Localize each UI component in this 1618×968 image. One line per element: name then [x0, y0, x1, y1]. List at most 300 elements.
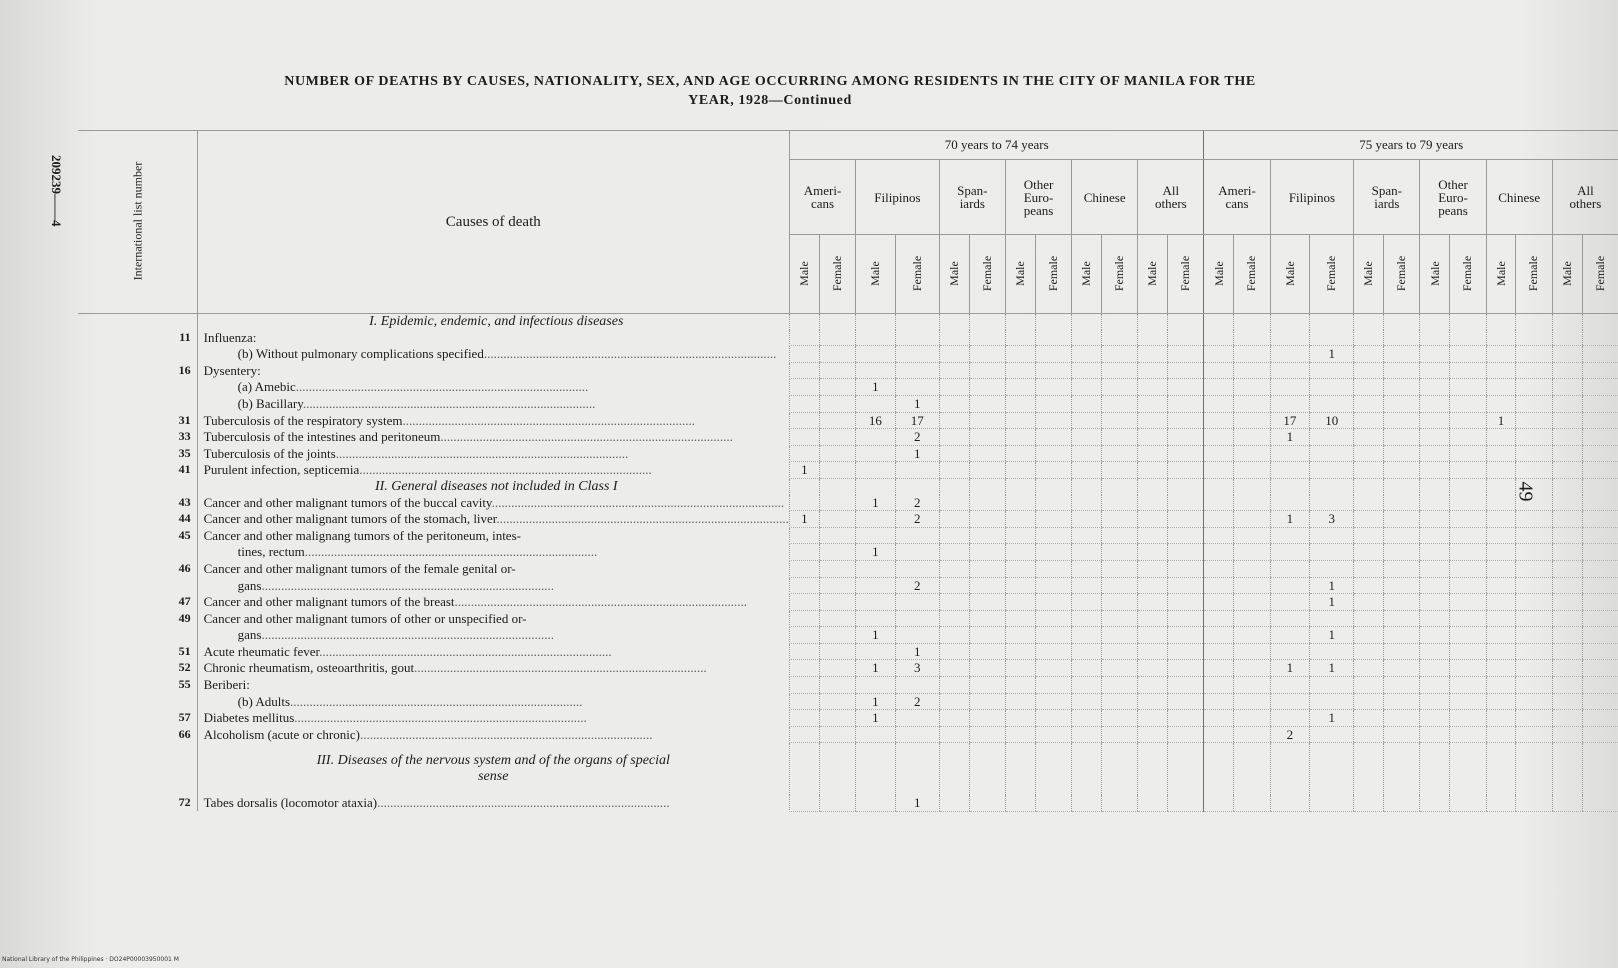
- data-cell: [1204, 544, 1234, 561]
- data-cell: [1384, 795, 1420, 811]
- data-cell: 2: [1270, 726, 1310, 743]
- data-cell: [1420, 560, 1450, 577]
- data-cell: [1582, 660, 1618, 677]
- data-cell: [1450, 346, 1486, 363]
- data-cell: [939, 362, 969, 379]
- table-row: [78, 660, 1618, 677]
- data-cell: [819, 627, 855, 644]
- data-cell: [1486, 495, 1516, 511]
- data-cell: [1420, 795, 1450, 811]
- data-cell: [1582, 395, 1618, 412]
- data-cell: [1072, 544, 1102, 561]
- intl-list-number: [78, 346, 197, 363]
- title-line-2: YEAR, 1928—Continued: [688, 93, 852, 108]
- data-cell: [1101, 511, 1137, 528]
- data-cell: 1: [856, 693, 896, 710]
- sex-header: [1420, 235, 1450, 314]
- data-cell: [1420, 511, 1450, 528]
- data-cell: [1234, 577, 1270, 594]
- data-cell: [1486, 527, 1516, 544]
- data-cell: [1516, 445, 1552, 462]
- data-cell: [1005, 495, 1035, 511]
- data-cell: [1384, 726, 1420, 743]
- data-cell: 1: [1310, 660, 1354, 677]
- data-cell: [1310, 429, 1354, 446]
- data-cell: 1: [1310, 710, 1354, 727]
- data-cell: [939, 511, 969, 528]
- data-cell: [1420, 462, 1450, 479]
- data-cell: [1035, 527, 1071, 544]
- data-cell: [856, 462, 896, 479]
- intl-list-number: 46: [178, 560, 191, 575]
- intl-list-number: 33: [178, 429, 191, 444]
- data-cell: [1270, 527, 1310, 544]
- data-cell: [856, 594, 896, 611]
- sex-label: Female: [979, 255, 994, 292]
- intl-list-number: 45: [178, 527, 191, 542]
- data-cell: [969, 660, 1005, 677]
- data-cell: [856, 395, 896, 412]
- data-cell: [1168, 677, 1204, 694]
- data-cell: [1384, 710, 1420, 727]
- data-cell: [1101, 379, 1137, 396]
- data-cell: [1552, 677, 1582, 694]
- cause-label: [197, 412, 789, 429]
- data-cell: [1138, 560, 1168, 577]
- data-cell: [1354, 429, 1384, 446]
- cause-text: Diabetes mellitus: [203, 710, 295, 726]
- intl-list-number: 57: [178, 710, 191, 725]
- data-cell: [1072, 726, 1102, 743]
- data-cell: [856, 527, 896, 544]
- table-row: [78, 610, 1618, 627]
- table-row: [78, 346, 1618, 363]
- data-cell: [1234, 362, 1270, 379]
- sex-label: Female: [1244, 255, 1259, 292]
- leader-dots: ..........................................................................................: [496, 511, 789, 527]
- data-cell: [856, 511, 896, 528]
- sex-label: Female: [1045, 255, 1060, 292]
- data-cell: [1234, 643, 1270, 660]
- data-cell: [1035, 445, 1071, 462]
- data-cell: [1204, 693, 1234, 710]
- data-cell: [969, 710, 1005, 727]
- data-cell: [1450, 795, 1486, 811]
- data-cell: [1234, 726, 1270, 743]
- data-cell: [1168, 726, 1204, 743]
- data-cell: [1072, 330, 1102, 346]
- sex-header: [1138, 235, 1168, 314]
- section-heading-row: [78, 743, 1618, 795]
- data-cell: [1310, 395, 1354, 412]
- data-cell: [1420, 660, 1450, 677]
- data-cell: [1138, 795, 1168, 811]
- data-cell: [1354, 610, 1384, 627]
- data-cell: [1310, 330, 1354, 346]
- data-cell: [1516, 511, 1552, 528]
- data-cell: [1035, 577, 1071, 594]
- data-cell: [1101, 527, 1137, 544]
- data-cell: [1035, 677, 1071, 694]
- data-cell: [1384, 627, 1420, 644]
- data-cell: [1486, 511, 1516, 528]
- sex-label: Male: [1012, 261, 1027, 286]
- data-cell: [1101, 660, 1137, 677]
- data-cell: [1234, 710, 1270, 727]
- data-cell: [1354, 643, 1384, 660]
- sex-label: Male: [946, 261, 961, 286]
- intl-list-number: 47: [178, 594, 191, 609]
- data-cell: [969, 643, 1005, 660]
- data-cell: [819, 527, 855, 544]
- data-cell: [1384, 527, 1420, 544]
- data-cell: [1005, 693, 1035, 710]
- intl-list-number: 51: [178, 643, 191, 658]
- cause-label: [197, 527, 789, 544]
- data-cell: [789, 660, 819, 677]
- data-cell: [789, 693, 819, 710]
- data-cell: [1450, 495, 1486, 511]
- table-row: [78, 560, 1618, 577]
- data-cell: [789, 560, 819, 577]
- data-cell: [1516, 395, 1552, 412]
- data-cell: 1: [895, 643, 939, 660]
- data-cell: [1552, 330, 1582, 346]
- intl-list-number: [78, 544, 197, 561]
- data-cell: [1270, 594, 1310, 611]
- data-cell: [789, 527, 819, 544]
- data-cell: [1450, 660, 1486, 677]
- data-cell: [1138, 577, 1168, 594]
- cause-text: (b) Without pulmonary complications specified: [237, 346, 484, 362]
- data-cell: [819, 610, 855, 627]
- data-cell: [939, 544, 969, 561]
- data-cell: [1450, 643, 1486, 660]
- data-cell: [1138, 362, 1168, 379]
- data-cell: [1420, 577, 1450, 594]
- leader-dots: ..........................................................................................: [261, 627, 554, 643]
- data-cell: [1005, 577, 1035, 594]
- data-cell: [789, 544, 819, 561]
- cause-label: [197, 726, 789, 743]
- data-cell: [1516, 462, 1552, 479]
- cause-text: Cancer and other malignang tumors of the peritoneum, intes-: [203, 527, 521, 543]
- table-row: [78, 627, 1618, 644]
- data-cell: [895, 362, 939, 379]
- data-cell: [1101, 693, 1137, 710]
- data-cell: [1384, 544, 1420, 561]
- data-cell: [1035, 429, 1071, 446]
- cause-label: [197, 462, 789, 479]
- data-cell: [969, 511, 1005, 528]
- data-cell: [819, 395, 855, 412]
- data-cell: [939, 693, 969, 710]
- data-cell: [1384, 429, 1420, 446]
- nationality-header: Ameri- cans: [1204, 160, 1270, 235]
- data-cell: [1168, 330, 1204, 346]
- data-cell: [1486, 726, 1516, 743]
- data-cell: [1420, 610, 1450, 627]
- sex-header: [1486, 235, 1516, 314]
- data-cell: [1354, 346, 1384, 363]
- data-cell: [1072, 511, 1102, 528]
- nationality-header: Chinese: [1072, 160, 1138, 235]
- data-cell: [856, 362, 896, 379]
- data-cell: [1516, 577, 1552, 594]
- data-cell: [895, 330, 939, 346]
- table-row: [78, 379, 1618, 396]
- data-cell: [1552, 795, 1582, 811]
- data-cell: [1450, 395, 1486, 412]
- intl-list-number: 55: [178, 677, 191, 692]
- data-cell: [1072, 346, 1102, 363]
- data-cell: [1138, 693, 1168, 710]
- table-row: [78, 726, 1618, 743]
- data-cell: 1: [856, 710, 896, 727]
- cause-text: Cancer and other malignant tumors of the buccal cavity: [203, 494, 492, 510]
- data-cell: [969, 560, 1005, 577]
- data-cell: [856, 726, 896, 743]
- data-cell: [1204, 726, 1234, 743]
- data-cell: [1384, 610, 1420, 627]
- data-cell: [895, 726, 939, 743]
- data-cell: [1354, 726, 1384, 743]
- data-cell: [1072, 795, 1102, 811]
- cause-text: Chronic rheumatism, osteoarthritis, gout: [203, 660, 415, 676]
- data-cell: [1168, 395, 1204, 412]
- data-cell: [1516, 379, 1552, 396]
- data-cell: [1310, 693, 1354, 710]
- data-cell: [1005, 462, 1035, 479]
- data-cell: [1420, 445, 1450, 462]
- data-cell: [1005, 643, 1035, 660]
- data-cell: [1310, 379, 1354, 396]
- data-cell: 10: [1310, 412, 1354, 429]
- data-cell: [939, 627, 969, 644]
- data-cell: [1486, 346, 1516, 363]
- data-cell: [1204, 560, 1234, 577]
- section-heading: III. Diseases of the nervous system and of the organs of special sense: [197, 743, 789, 795]
- table-row: [78, 495, 1618, 511]
- leader-dots: ..........................................................................................: [335, 445, 629, 461]
- data-cell: [1450, 527, 1486, 544]
- cause-label: [197, 610, 789, 627]
- data-cell: [969, 795, 1005, 811]
- cause-text: Purulent infection, septicemia: [203, 462, 360, 478]
- data-cell: [1035, 412, 1071, 429]
- cause-text: Cancer and other malignant tumors of the female genital or-: [203, 560, 516, 576]
- sex-label: Female: [1394, 255, 1409, 292]
- data-cell: [1035, 710, 1071, 727]
- sex-header: [895, 235, 939, 314]
- data-cell: [1005, 710, 1035, 727]
- data-cell: [1168, 577, 1204, 594]
- intl-list-number: 49: [178, 610, 191, 625]
- intl-list-number: 41: [178, 462, 191, 477]
- data-cell: [1234, 627, 1270, 644]
- data-cell: [1552, 511, 1582, 528]
- data-cell: 1: [856, 660, 896, 677]
- data-cell: [939, 594, 969, 611]
- leader-dots: ..........................................................................................: [290, 693, 583, 709]
- sex-label: Male: [1211, 261, 1226, 286]
- cause-text: gans: [237, 627, 262, 643]
- data-cell: [1138, 660, 1168, 677]
- data-cell: [1420, 395, 1450, 412]
- data-cell: [789, 643, 819, 660]
- cause-text: Beriberi:: [203, 677, 250, 693]
- sex-label: Female: [1592, 255, 1607, 292]
- data-cell: [1101, 610, 1137, 627]
- leader-dots: ..........................................................................................: [359, 462, 652, 478]
- data-cell: [789, 627, 819, 644]
- data-cell: [1204, 577, 1234, 594]
- data-cell: [1168, 362, 1204, 379]
- side-code: 209239——4: [49, 155, 64, 227]
- data-cell: [1552, 346, 1582, 363]
- table-row: [78, 677, 1618, 694]
- data-cell: [1204, 511, 1234, 528]
- title-line-1: NUMBER OF DEATHS BY CAUSES, NATIONALITY, SEX, AND AGE OCCURRING AMONG RESIDENTS IN THE CITY OF MANILA FOR THE: [284, 74, 1256, 89]
- data-cell: [895, 527, 939, 544]
- data-cell: [1005, 445, 1035, 462]
- data-cell: [1486, 610, 1516, 627]
- data-cell: [1552, 693, 1582, 710]
- data-cell: [789, 710, 819, 727]
- data-cell: [1582, 594, 1618, 611]
- data-cell: [939, 379, 969, 396]
- data-cell: [1486, 429, 1516, 446]
- data-cell: [1516, 660, 1552, 677]
- data-cell: [1450, 677, 1486, 694]
- data-cell: [856, 330, 896, 346]
- data-cell: [1516, 527, 1552, 544]
- data-cell: [1072, 627, 1102, 644]
- nationality-header: Span- iards: [939, 160, 1005, 235]
- sex-header: [819, 235, 855, 314]
- data-cell: 1: [1270, 511, 1310, 528]
- intl-list-number: 43: [178, 494, 191, 509]
- data-cell: [1168, 495, 1204, 511]
- data-cell: [1101, 412, 1137, 429]
- data-cell: [1354, 330, 1384, 346]
- data-cell: [1516, 346, 1552, 363]
- data-cell: [1582, 643, 1618, 660]
- data-cell: [895, 677, 939, 694]
- data-cell: [1582, 610, 1618, 627]
- data-cell: 1: [1310, 594, 1354, 611]
- data-cell: [1450, 610, 1486, 627]
- data-cell: [1204, 429, 1234, 446]
- data-cell: [1486, 627, 1516, 644]
- data-cell: [1005, 610, 1035, 627]
- data-cell: [819, 429, 855, 446]
- data-cell: [1234, 660, 1270, 677]
- data-cell: [1582, 527, 1618, 544]
- data-cell: [1101, 677, 1137, 694]
- data-cell: [1234, 462, 1270, 479]
- page-number: 49: [1514, 481, 1537, 502]
- intl-list-number: [78, 577, 197, 594]
- data-cell: [789, 429, 819, 446]
- sex-label: Female: [1324, 255, 1339, 292]
- data-cell: [1168, 445, 1204, 462]
- data-cell: [1138, 594, 1168, 611]
- data-cell: 1: [895, 795, 939, 811]
- data-cell: [1101, 362, 1137, 379]
- data-cell: [1486, 462, 1516, 479]
- data-cell: [1384, 330, 1420, 346]
- data-cell: [1310, 795, 1354, 811]
- data-cell: [895, 379, 939, 396]
- data-cell: [1552, 660, 1582, 677]
- data-cell: [1384, 693, 1420, 710]
- data-cell: [969, 544, 1005, 561]
- data-cell: [1310, 495, 1354, 511]
- data-cell: [1005, 429, 1035, 446]
- data-cell: [1168, 462, 1204, 479]
- data-cell: [1138, 429, 1168, 446]
- data-cell: [1354, 544, 1384, 561]
- table-row: [78, 544, 1618, 561]
- leader-dots: ..........................................................................................: [304, 544, 598, 560]
- data-cell: [1204, 660, 1234, 677]
- data-cell: [1101, 429, 1137, 446]
- data-cell: [1005, 677, 1035, 694]
- data-cell: [1035, 693, 1071, 710]
- sex-header: [1204, 235, 1234, 314]
- cause-label: [197, 330, 789, 346]
- data-cell: [1035, 330, 1071, 346]
- data-cell: [1035, 346, 1071, 363]
- data-cell: [1270, 330, 1310, 346]
- data-cell: [1138, 710, 1168, 727]
- data-cell: [819, 544, 855, 561]
- data-cell: [1035, 594, 1071, 611]
- data-cell: [1420, 677, 1450, 694]
- data-cell: [969, 495, 1005, 511]
- data-cell: [1486, 362, 1516, 379]
- data-cell: [1035, 660, 1071, 677]
- data-cell: [1516, 412, 1552, 429]
- data-cell: [1035, 362, 1071, 379]
- data-cell: [789, 594, 819, 611]
- data-cell: [1486, 594, 1516, 611]
- data-cell: [969, 693, 1005, 710]
- data-cell: [1552, 527, 1582, 544]
- data-cell: 1: [789, 462, 819, 479]
- data-cell: [1450, 362, 1486, 379]
- table-row: [78, 412, 1618, 429]
- nationality-header: Filipinos: [1270, 160, 1354, 235]
- data-cell: [1384, 495, 1420, 511]
- data-cell: [969, 395, 1005, 412]
- data-cell: [969, 362, 1005, 379]
- data-cell: [856, 677, 896, 694]
- cause-label: [197, 495, 789, 511]
- data-cell: [1005, 560, 1035, 577]
- data-cell: [1582, 577, 1618, 594]
- sex-label: Female: [829, 255, 844, 292]
- data-cell: [1234, 395, 1270, 412]
- data-cell: [1420, 627, 1450, 644]
- data-cell: [1138, 379, 1168, 396]
- data-cell: [1270, 544, 1310, 561]
- cause-label: [197, 677, 789, 694]
- data-cell: [819, 462, 855, 479]
- table-row: [78, 643, 1618, 660]
- data-cell: [939, 577, 969, 594]
